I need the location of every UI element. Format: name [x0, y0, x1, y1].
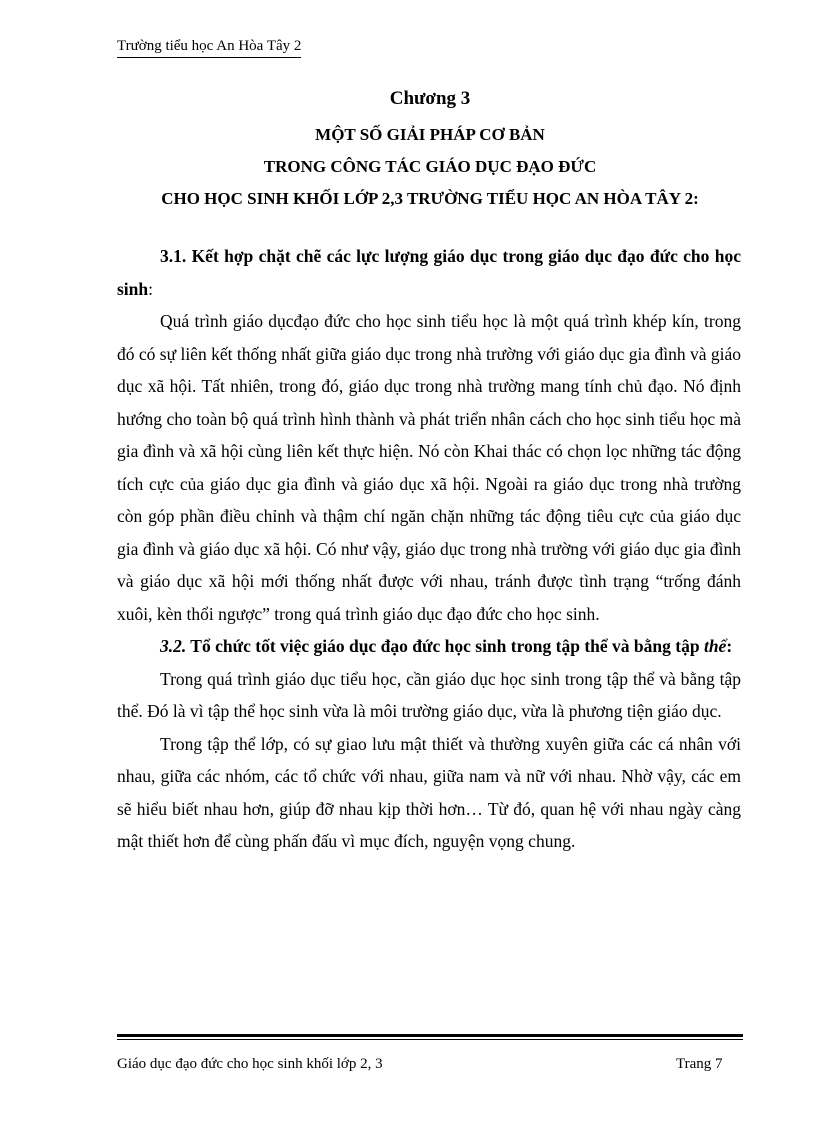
- title-line-1: MỘT SỐ GIẢI PHÁP CƠ BẢN: [315, 125, 545, 144]
- section-2-heading-colon: :: [726, 636, 733, 656]
- section-2-heading-text: Tổ chức tốt việc giáo dục đạo đức học sinh trong tập thể và bằng tập: [186, 636, 704, 656]
- document-body: [117, 240, 741, 858]
- footer-document-title: Giáo dục đạo đức cho học sinh khối lớp 2, 3: [117, 1056, 383, 1072]
- section-2-number: 3.2.: [160, 636, 187, 656]
- footer-page-number: Trang 7: [676, 1056, 723, 1072]
- footer-rule-thick: [117, 1034, 743, 1037]
- footer-rule-thin: [117, 1039, 743, 1040]
- section-1-paragraph: Quá trình giáo dụcđạo đức cho học sinh tiểu học là một quá trình khép kín, trong đó có sự liên kết thống nhất giữa giáo dục trong nhà trường với giáo dục gia đình và giáo dục xã hội. Tất nhiên, trong đó, giáo dục trong nhà trường mang tính chủ đạo. Nó định hướng cho toàn bộ quá trình hình thành và phát triển nhân cách cho học sinh tiểu học mà gia đình và xã hội cùng liên kết thực hiện. Nó còn Khai thác có chọn lọc những tác động tích cực của giáo dục gia đình và giáo dục xã hội. Ngoài ra giáo dục trong nhà trường còn góp phần điều chỉnh và thậm chí ngăn chặn những tác động tiêu cực của giáo dục gia đình và giáo dục xã hội. Có như vậy, giáo dục trong nhà trường với giáo dục gia đình và giáo dục xã hội mới thống nhất được với nhau, tránh được tình trạng “trống đánh xuôi, kèn thổi ngược” trong quá trình giáo dục đạo đức cho học sinh.: [117, 311, 741, 624]
- title-line-2: TRONG CÔNG TÁC GIÁO DỤC ĐẠO ĐỨC: [263, 157, 597, 176]
- chapter-title: Chương 3: [389, 88, 471, 109]
- section-1-heading-text: 3.1. Kết hợp chặt chẽ các lực lượng giáo dục trong giáo dục đạo đức cho học sinh: [117, 246, 741, 299]
- section-1-heading-colon: :: [148, 278, 154, 299]
- section-2-heading-italic: thể: [703, 636, 727, 656]
- section-2-heading: [117, 630, 741, 663]
- title-line-3: CHO HỌC SINH KHỐI LỚP 2,3 TRƯỜNG TIỂU HỌC AN HÒA TÂY 2:: [161, 189, 699, 208]
- section-2-paragraph-2: Trong tập thể lớp, có sự giao lưu mật thiết và thường xuyên giữa các cá nhân với nhau, giữa các nhóm, các tổ chức với nhau, giữa nam và nữ với nhau. Nhờ vậy, các em sẽ hiểu biết nhau hơn, giúp đỡ nhau kịp thời hơn… Từ đó, quan hệ với nhau ngày càng mật thiết hơn để cùng phấn đấu vì mục đích, nguyện vọng chung.: [117, 733, 741, 851]
- page-header: Trường tiểu học An Hòa Tây 2: [117, 36, 301, 58]
- section-1-heading: [117, 240, 741, 305]
- section-2-paragraph-1: Trong quá trình giáo dục tiểu học, cần giáo dục học sinh trong tập thể và bằng tập thể. Đó là vì tập thể học sinh vừa là môi trường giáo dục, vừa là phương tiện giáo dục.: [117, 668, 741, 721]
